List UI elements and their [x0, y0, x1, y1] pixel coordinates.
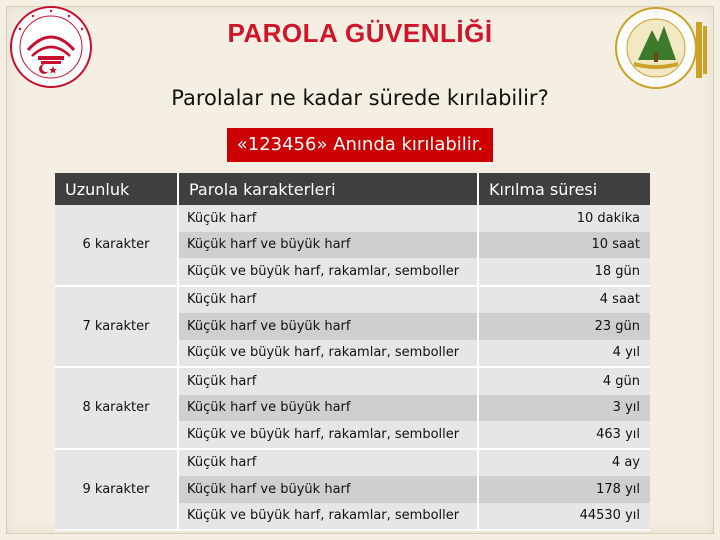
column-header-characters: Parola karakterleri — [178, 173, 478, 205]
characters-cell: Küçük harf — [178, 286, 478, 314]
crack-time-cell: 3 yıl — [478, 395, 650, 422]
crack-time-cell: 4 gün — [478, 367, 650, 395]
characters-cell: Küçük ve büyük harf, rakamlar, semboller — [178, 340, 478, 368]
crack-time-cell: 10 dakika — [478, 205, 650, 232]
crack-time-cell: 4 saat — [478, 286, 650, 314]
length-cell: 7 karakter — [55, 286, 178, 368]
column-header-length: Uzunluk — [55, 173, 178, 205]
length-cell: 6 karakter — [55, 205, 178, 286]
crack-time-cell: 10 saat — [478, 232, 650, 259]
characters-cell: Küçük ve büyük harf, rakamlar, semboller — [178, 503, 478, 531]
characters-cell: Küçük ve büyük harf, rakamlar, semboller — [178, 421, 478, 449]
characters-cell: Küçük harf ve büyük harf — [178, 232, 478, 259]
length-cell: 8 karakter — [55, 367, 178, 449]
page-subtitle: Parolalar ne kadar sürede kırılabilir? — [171, 86, 549, 110]
table-row — [55, 205, 650, 232]
crack-time-cell: 178 yıl — [478, 476, 650, 503]
characters-cell: Küçük harf ve büyük harf — [178, 476, 478, 503]
crack-time-cell: 4 yıl — [478, 340, 650, 368]
table-row — [55, 286, 650, 314]
characters-cell: Küçük ve büyük harf, rakamlar, semboller — [178, 258, 478, 286]
crack-time-cell: 463 yıl — [478, 421, 650, 449]
column-header-crack-time: Kırılma süresi — [478, 173, 650, 205]
highlight-badge-wrap — [0, 128, 720, 162]
characters-cell: Küçük harf — [178, 367, 478, 395]
password-crack-time-table — [55, 173, 650, 531]
length-cell: 9 karakter — [55, 449, 178, 531]
page-title: PAROLA GÜVENLİĞİ — [227, 18, 493, 48]
table-row — [55, 449, 650, 477]
characters-cell: Küçük harf — [178, 449, 478, 477]
table-header-row — [55, 173, 650, 205]
table-row — [55, 367, 650, 395]
crack-time-cell: 18 gün — [478, 258, 650, 286]
crack-time-cell: 23 gün — [478, 313, 650, 340]
highlight-badge: «123456» Anında kırılabilir. — [227, 128, 494, 162]
characters-cell: Küçük harf ve büyük harf — [178, 395, 478, 422]
crack-time-cell: 44530 yıl — [478, 503, 650, 531]
crack-time-cell: 4 ay — [478, 449, 650, 477]
characters-cell: Küçük harf ve büyük harf — [178, 313, 478, 340]
characters-cell: Küçük harf — [178, 205, 478, 232]
